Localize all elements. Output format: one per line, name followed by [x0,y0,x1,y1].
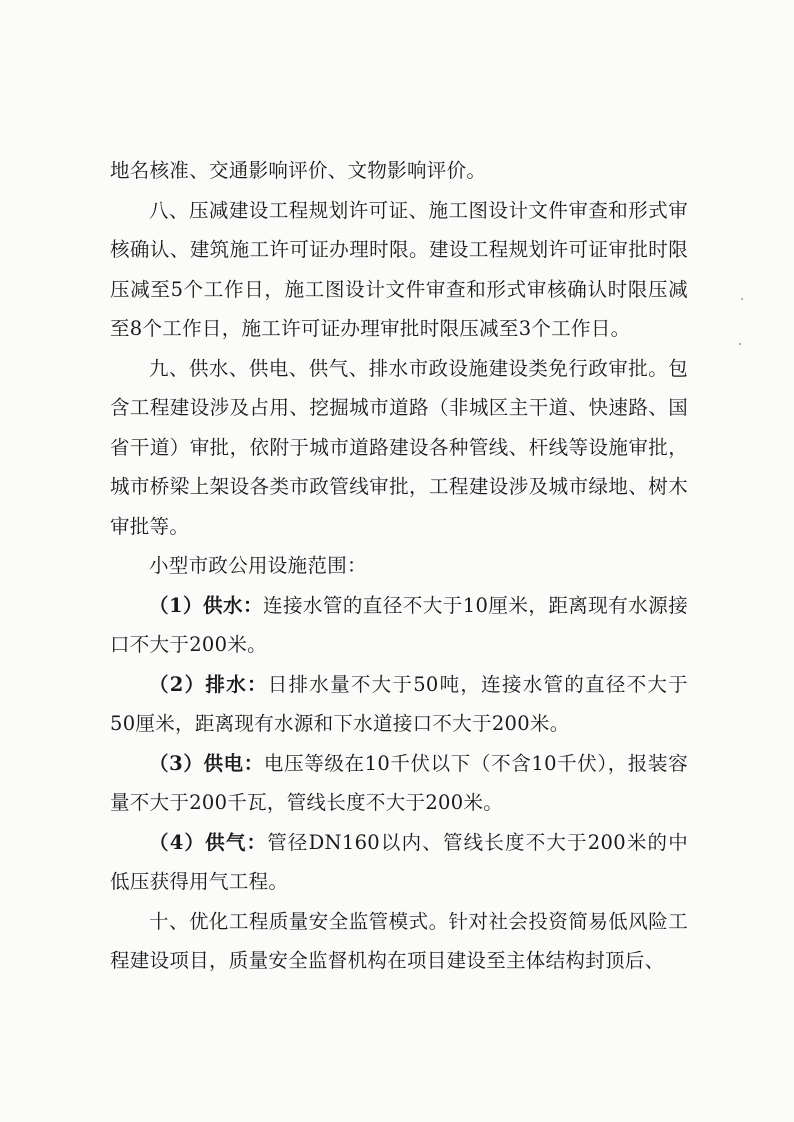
paragraph-drainage [110,665,688,744]
water-supply-label: （1）供水： [149,593,263,617]
gas-supply-text: 管径DN160以内、管线长度不大于200米的中低压获得用气工程。 [110,830,688,893]
paragraph-item-eight: 八、压减建设工程规划许可证、施工图设计文件审查和形式审核确认、建筑施工许可证办理时限。建设工程规划许可证审批时限压减至5个工作日，施工图设计文件审查和形式审核确认时限压减至8个工作日，施工许可证办理审批时限压减至3个工作日。 [110,198,688,340]
drainage-text: 日排水量不大于50吨，连接水管的直径不大于50厘米，距离现有水源和下水道接口不大于200米。 [110,672,688,735]
paragraph-item-ten: 十、优化工程质量安全监管模式。针对社会投资简易低风险工程建设项目，质量安全监督机构在项目建设至主体结构封顶后、 [110,909,688,972]
paragraph-item-nine: 九、供水、供电、供气、排水市政设施建设类免行政审批。包含工程建设涉及占用、挖掘城市道路（非城区主干道、快速路、国省干道）审批，依附于城市道路建设各种管线、杆线等设施审批，城市桥梁上架设各类市政管线审批，工程建设涉及城市绿地、树木审批等。 [110,356,688,538]
drainage-label: （2）排水： [149,672,268,696]
power-supply-label: （3）供电： [149,751,264,775]
paragraph-continuation: 地名核准、交通影响评价、文物影响评价。 [110,159,487,182]
paragraph-water-supply [110,586,688,665]
paragraph-scope-heading: 小型市政公用设施范围： [149,554,367,577]
water-supply-text: 连接水管的直径不大于10厘米，距离现有水源接口不大于200米。 [110,593,688,656]
power-supply-text: 电压等级在10千伏以下（不含10千伏），报装容量不大于200千瓦，管线长度不大于200米。 [110,751,689,814]
gas-supply-label: （4）供气： [149,830,268,854]
paragraph-power-supply [110,744,688,823]
scan-speck [741,298,743,300]
scan-speck [739,343,741,345]
paragraph-gas-supply [110,823,688,902]
document-body [110,151,688,981]
